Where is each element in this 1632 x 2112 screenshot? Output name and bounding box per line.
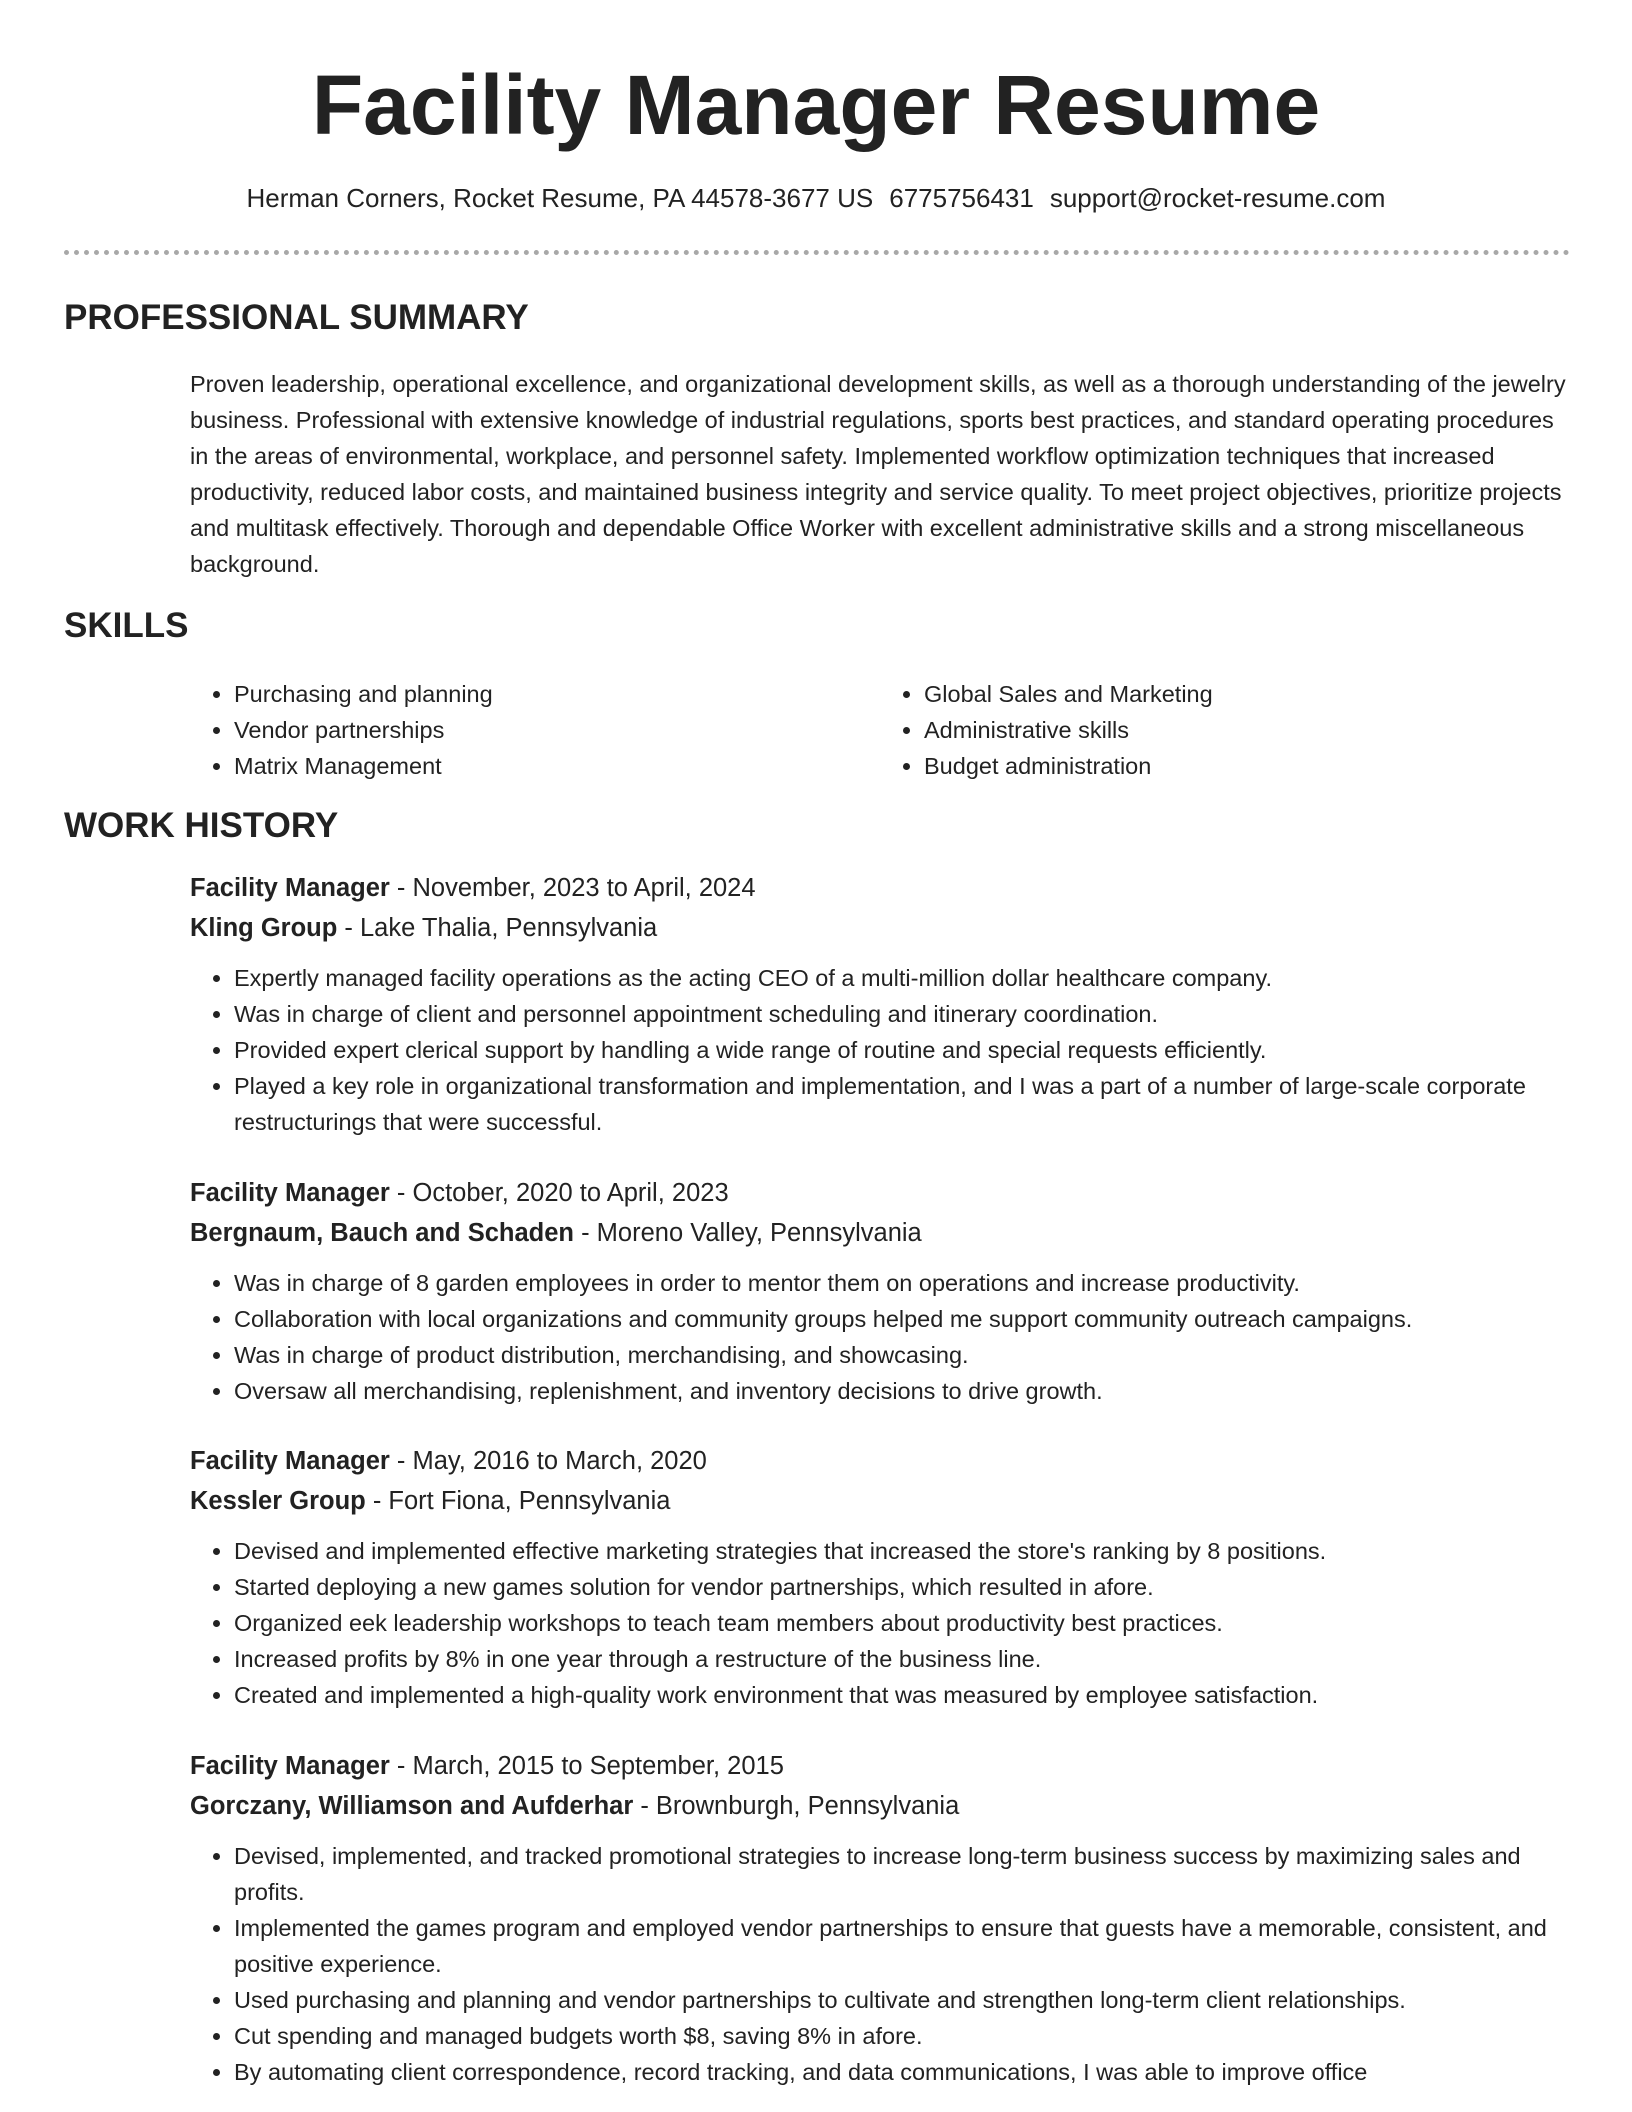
- job-bullet: • Was in charge of 8 garden employees in order to mentor them on operations and increase productivity.: [234, 1265, 1580, 1301]
- job-company-line: [190, 908, 1580, 948]
- job-bullets: [190, 960, 1580, 1140]
- job-bullet: • Collaboration with local organizations and community groups helped me support community outreach campaigns.: [234, 1301, 1580, 1337]
- job-title-line: [190, 1441, 1580, 1481]
- job-bullets: [190, 1265, 1580, 1409]
- job-title: Facility Manager: [190, 1179, 390, 1207]
- summary-text: Proven leadership, operational excellence, and organizational development skills, as well as a thorough understanding of the jewelry business. Professional with extensive knowledge of industrial regulations, sports best practices, and standard operating procedures in the areas of environmental, workplace, and personnel safety. Implemented workflow optimization techniques that increased productivity, reduced labor costs, and maintained business integrity and service quality. To meet project objectives, prioritize projects and multitask effectively. Thorough and dependable Office Worker with excellent administrative skills and a strong miscellaneous background.: [190, 371, 1566, 577]
- skill-item: • Budget administration: [924, 748, 1570, 784]
- job-title-line: [190, 868, 1580, 908]
- job-bullets: [190, 1838, 1580, 2090]
- job-dates: - May, 2016 to March, 2020: [389, 1447, 707, 1475]
- contact-line: [0, 180, 1632, 216]
- skill-item: • Matrix Management: [234, 748, 880, 784]
- job-entry: [190, 1746, 1580, 2090]
- job-location: - Brownburgh, Pennsylvania: [633, 1792, 960, 1820]
- job-bullet: • Used purchasing and planning and vendor partnerships to cultivate and strengthen long-term client relationships.: [234, 1982, 1580, 2018]
- job-company-line: [190, 1786, 1580, 1826]
- contact-email: support@rocket-resume.com: [1049, 183, 1386, 213]
- job-location: - Lake Thalia, Pennsylvania: [337, 914, 658, 942]
- job-bullet: • Provided expert clerical support by handling a wide range of routine and special requests efficiently.: [234, 1032, 1580, 1068]
- job-title: Facility Manager: [190, 874, 390, 902]
- job-dates: - October, 2020 to April, 2023: [389, 1179, 729, 1207]
- job-entry: [190, 868, 1580, 1140]
- summary-heading: PROFESSIONAL SUMMARY: [64, 298, 529, 337]
- job-bullet: • Implemented the games program and employed vendor partnerships to ensure that guests have a memorable, consistent, and positive experience.: [234, 1910, 1580, 1982]
- job-bullet: • Oversaw all merchandising, replenishment, and inventory decisions to drive growth.: [234, 1373, 1580, 1409]
- job-bullet: • Expertly managed facility operations as the acting CEO of a multi-million dollar healthcare company.: [234, 960, 1580, 996]
- job-company-line: [190, 1213, 1580, 1253]
- job-bullet: • Started deploying a new games solution for vendor partnerships, which resulted in afore.: [234, 1569, 1580, 1605]
- job-bullet: • Was in charge of product distribution, merchandising, and showcasing.: [234, 1337, 1580, 1373]
- job-bullet: • Increased profits by 8% in one year through a restructure of the business line.: [234, 1641, 1580, 1677]
- job-bullet: • Devised, implemented, and tracked promotional strategies to increase long-term business success by maximizing sales and profits.: [234, 1838, 1580, 1910]
- skills-column-right: [880, 676, 1570, 784]
- work-history-heading: WORK HISTORY: [64, 806, 339, 845]
- skill-item: • Vendor partnerships: [234, 712, 880, 748]
- skills-list: [190, 676, 1570, 784]
- job-title: Facility Manager: [190, 1447, 390, 1475]
- job-company-line: [190, 1481, 1580, 1521]
- page-title: Facility Manager Resume: [311, 58, 1321, 152]
- skill-item: • Purchasing and planning: [234, 676, 880, 712]
- contact-phone: 6775756431: [889, 183, 1034, 213]
- job-location: - Moreno Valley, Pennsylvania: [574, 1219, 922, 1247]
- job-bullet: • Was in charge of client and personnel appointment scheduling and itinerary coordination.: [234, 996, 1580, 1032]
- job-title-line: [190, 1746, 1580, 1786]
- job-bullet: • By automating client correspondence, record tracking, and data communications, I was able to improve office: [234, 2054, 1580, 2090]
- job-bullets: [190, 1533, 1580, 1713]
- job-company: Kling Group: [190, 914, 338, 942]
- skills-heading: SKILLS: [64, 606, 189, 645]
- job-dates: - March, 2015 to September, 2015: [389, 1752, 784, 1780]
- job-bullet: • Cut spending and managed budgets worth $8, saving 8% in afore.: [234, 2018, 1580, 2054]
- job-company: Bergnaum, Bauch and Schaden: [190, 1219, 574, 1247]
- job-bullet: • Created and implemented a high-quality work environment that was measured by employee satisfaction.: [234, 1677, 1580, 1713]
- job-title: Facility Manager: [190, 1752, 390, 1780]
- job-bullet: • Organized eek leadership workshops to teach team members about productivity best practices.: [234, 1605, 1580, 1641]
- skill-item: • Global Sales and Marketing: [924, 676, 1570, 712]
- job-entry: [190, 1173, 1580, 1409]
- skill-item: • Administrative skills: [924, 712, 1570, 748]
- contact-address: Herman Corners, Rocket Resume, PA 44578-3677 US: [246, 183, 874, 213]
- job-location: - Fort Fiona, Pennsylvania: [365, 1487, 671, 1515]
- skills-column-left: [190, 676, 880, 784]
- header-divider: [64, 250, 1570, 255]
- job-bullet: • Played a key role in organizational transformation and implementation, and I was a part of a number of large-scale corporate restructurings that were successful.: [234, 1068, 1580, 1140]
- job-company: Gorczany, Williamson and Aufderhar: [190, 1792, 634, 1820]
- job-company: Kessler Group: [190, 1487, 366, 1515]
- job-title-line: [190, 1173, 1580, 1213]
- job-dates: - November, 2023 to April, 2024: [389, 874, 756, 902]
- job-entry: [190, 1441, 1580, 1713]
- job-bullet: • Devised and implemented effective marketing strategies that increased the store's ranking by 8 positions.: [234, 1533, 1580, 1569]
